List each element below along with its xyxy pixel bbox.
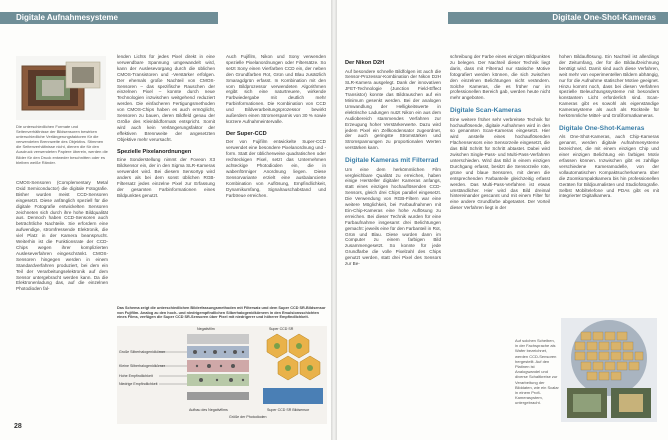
left-col3-text2: Der von Fujifilm entwickelte Super-CCD verwendet eine besondere Pixelanordnung und -form. Statt der üblicherweise quadratischen oder rechteckigen Pixel, setzt das Unternehmen achteckige Photodioden ein, die in wabenförmiger Anordnung liegen. Diese Sensorvariante erzielt eine ausbalancierte Kombination von Auflösung, Empfindlichkeit, Dynamikumfang, Signalrauschabstand und Farbtreue erreichen. — [226, 139, 326, 198]
right-col1-text2: Um eine dem herkömmlichen Film vergleichbare Qualität zu erreichen, haben einige Hersteller digitaler Kameras anfangs, statt eines einzigen hochauflösenden CCD-Sensors, gleich drei Chips parallel eingesetzt. Die Verwendung von RGB-Filtern war eine weitere Möglichkeit, bei Farbaufnahmen mit Ein-Chip-Kameras eine hohe Auflösung zu erreichen. Bei dieser Technik wurden für eine Farbaufnahme insgesamt drei Belichtungen gemacht: jeweils eine für den Farbanteil in Rot, Grün und Blau. Diese wurden dann im Computer zu einem farbigen Bild zusammengesetzt. So konnte für jede Grundfarbe die volle Pixelzahl des Chips genutzt werden, statt drei Pixel des Sensors zur Be- — [345, 166, 441, 267]
left-page-number: 28 — [14, 423, 22, 430]
right-header-title: Digitale One-Shot-Kameras — [552, 13, 656, 22]
diagram-caption: Das Schema zeigt die unterschiedlichen Bilderfassungsmethoden mit Filtersatz und dem Super CCD SR-Bildsensor von Fujifilm. Analog zu den hoch- und niedrigempfindlichen Silberhalogenidkörnern in den Emulsionsschichten eines Films, verfügen die Super CCD SR-Sensoren über Pixel mit niedrigerer und höherer Empfindlichkeit. — [117, 306, 326, 320]
left-col1-text: CMOS-Sensoren (Complementary Metal Oxid Semiconductor) die digitale Fotografie. Bisher wurden meist CCD-Sensoren eingesetzt. Diese anfänglich speziell für die digitale Fotografie entwickelten Sensoren zeichneten sich durch ihre hohe Bildqualität aus. Dennoch haben CCD-Sensoren auch beträchtliche Nachteile. Sie erfordern eine aufwendige, stromfressende Elektronik, die viel Platz in der Kamera beansprucht. Weiterhin ist die Funktionsrate der CCD-Chips wegen ihrer komplizierten Ausleseverfahren eingeschränkt. CMOS-Sensoren hingegen werden in einem Standardverfahren produziert, bei dem ein Teil der Verarbeitungselektronik auf dem Sensor untergebracht werden kann. Da die Elektronenladung das, auf die einzelnen Photodioden fal- — [16, 180, 108, 292]
left-col3-text: Auch Fujifilm, Nikon und Sony verwenden spezielle Pixelanordnungen oder Filtersätze. So setzt Sony einen Vierfarben CCD ein, der neben den Grundfarben Rot, Grün und Blau zusätzlich Smaragdgrün erfasst. In Kombination mit den vom Bildprozessor verwendeten Algorithmen ergibt sich eine naturtreuere, wirkende Farbwiedergabe mit deutlich mehr Farbinformationen. Die Kombination von CCD und Bildverarbeitungsprozessor bewirkt außerdem einen Stromersparnis von 30 % sowie kürzere Aufnahmeintervalle. — [226, 54, 326, 124]
left-header-title: Digitale Aufnahmesysteme — [16, 13, 118, 22]
left-column-1 — [16, 180, 108, 428]
diagram-label-niedrige-empfindlichkeit: Niedrige Empfindlichkeit — [119, 382, 158, 386]
right-page — [337, 0, 668, 440]
left-column-3 — [226, 54, 326, 302]
left-col2-text2: Eine Sonderstellung nimmt der Foveon X3 Bildsensor ein, der in den Sigma SLR-Kameras verwendet wird. Bei diesem Sensortyp wird anders als bei dem sonst üblichen RGB-Filtersatz jedes einzelne Pixel zur Erfassung der gesamten Farbinformationen eines Bildpunktes genutzt. — [117, 157, 215, 198]
diagram-label-super-ccd-sr: Super CCD SR — [269, 327, 294, 331]
heading-super-ccd: Der Super-CCD — [226, 130, 267, 137]
diagram-label-aufbau: Aufbau des Negativfilms — [189, 408, 228, 412]
wafer-caption: Auf solchen Scheiben, in der Fachsprache als Wafer bezeichnet, werden CCD-Sensoren hergestellt. Auf den Platinen ist Analogwandel und diverse Schaltkreise zur Verarbeitung der Bilddaten, wie ein Scalar in einem Profi-Kamerasystem, untergebracht. — [515, 338, 559, 406]
left-column-2 — [117, 54, 215, 302]
heading-nikon-d2h: Der Nikon D2H — [345, 60, 385, 66]
right-column-3 — [559, 54, 659, 312]
right-col2-text2: Eine weitere früher sehr verbreitete Technik für hochauflösende, digitale Aufnahmen wird in den so genannten Scan-Kameras eingesetzt. Hier wird anstelle eines hochauflösenden Flächensensors eine Sensorzeile eingesetzt, die das Bild Schritt für Schritt abtastet. Dabei wird zwischen Single-Pass- und Multi-Pass-Verfahren unterschieden. Wird das Bild in einem einzigen Durchgang erfasst, besitzt die Sensorzeile rote, grüne und blaue Sensoren, mit denen die entsprechenden Farbanteile gleichzeitig erfasst werden. Das Multi-Pass-Verfahren ist etwas umständlicher. Hier wird das Bild dreimal hintereinander gescannt und mit einem Filter für eine andere Grundfarbe abgetastet. Der Vorteil dieser Verfahren liegt in der — [450, 116, 550, 211]
left-col2-text: lenden Lichts für jedes Pixel direkt in eine verwendbare Spannung umgewandelt wird, kann der Auslesevorgang durch die üblichen CMOS-Transistoren und -Verstärker erfolgen. Der ehemals große Nachteil von CMOS-Sensoren – das spezifische Rauschen der einzelnen Pixel – konnte durch neue Technologien inzwischen weitgehend reduziert werden. Die einfacheren Fertigungsmethoden von CMOS-Chips haben es auch ermöglicht, Sensoren zu bauen, deren Bildfeld genau der Größe des Kleinbildformats entspricht. Somit wird auch kein Verlängerungsfaktor der effektiven Brennweite der angesetzten Objektive mehr verursacht. — [117, 54, 215, 142]
diagram-label-grosse-koerner: Große Silberhalogenidkörner — [119, 350, 166, 354]
heading-one-shot-kameras: Digitale One-Shot-Kameras — [559, 124, 645, 132]
right-column-1 — [345, 60, 441, 430]
diagram-label-negativfilm: Negativfilm — [197, 327, 215, 331]
right-col3-text: hohen Bildauflösung. Ein Nachteil ist allerdings der Zeitumfang, der für die Bildaufzeichnung benötigt wird. Damit sind auch diese Verfahren, weit mehr von experimentellen Bildern abhängig, nur für die Aufnahme statischer Motive geeignet. Hinzu kommt noch, dass bei diesen Verfahren spezielle Beleuchtungssysteme mit besonders konstantem Licht erforderlich sind. Scan-Kameras gibt es sowohl als eigenständige Kamerasysteme als auch als Rückteile für herkömmliche Mittel- und Großformatkameras. — [559, 54, 659, 119]
photo-caption: Die unterschiedlichen Formate und Seitenverhältnisse der Bildsensoren bewirken unterschiedliche Verlängerungsfaktoren für die verwendeten Brennweite des Objektivs. Stimmen die Seitenverhältnisse nicht, dienen die für den Ausdruck verwendeten Papiere überein, werden die Bilder für den Druck entweder beschnitten oder es bleiben weiße Ränder. — [16, 124, 108, 165]
diagram-label-groesse: Größe der Photodioden — [229, 415, 267, 419]
diagram-label-sensor: Super CCD SR Bildsensor — [267, 408, 310, 412]
diagram-label-hohe-empfindlichkeit: Hohe Empfindlichkeit — [119, 374, 153, 378]
right-col3-text2: Als One-Shot-Kameras, auch Chip-Kameras genannt, werden digitale Aufnahmesysteme bezeichnet, die mit einem einzigen Chip und einer einzigen Belichtung ein farbiges Motiv erfassen können. Inzwischen gibt es zahllige verschiedene Kameramodelle, von der vollautomatischen Kompaktsucherkamera über die Zoomkompaktkamera bis hin professionellen Geräten für Bildjournalisten und Studiofotografie. Selbst Mobiltelefone und PDAs gibt es mit integrierter Digitalkamera. — [559, 134, 659, 199]
diagram-label-kleine-koerner: Kleine Silberhalogenidkörner — [119, 364, 165, 368]
heading-scan-kameras: Digitale Scan-Kameras — [450, 107, 522, 115]
heading-spezielle-pixelanordnungen: Spezielle Pixelanordnungen — [117, 148, 192, 155]
heading-filterrad: Digitale Kameras mit Filterrad — [345, 157, 439, 165]
left-page — [0, 0, 331, 440]
sensor-format-photo — [16, 56, 106, 120]
wafer-photo — [561, 318, 657, 422]
super-ccd-diagram — [117, 312, 327, 424]
right-col2-text: schreibung der Farbe eines einzigen Bildpunktes zu belegen. Der Nachteil dieser Technik liegt darin, dass mit Filterrad nur statische Motive fotografiert werden können, die sich zwischen den einzelnen Belichtungen nicht verändern. Solche Kameras, die es früher nur im professionellen Bereich gab, werden heute nicht mehr angeboten. — [450, 54, 550, 101]
right-col1-text: Auf besondere schnelle Bildfolgen ist auch die Sensor-Prozessor-Kombination der Nikon D2H SLR-Kamera ausgelegt. Dank der innovativen JFET-Technologie (Junction Field-Effect Transistor) konnte das Bildrauschen auf ein Minimum gesenkt werden. Bei der analogen Umwandlung der Helligkeitswerte in elektrische Ladungen nutzt Nikon ein aus dem Audiobereich stammendes Verfahren zur Erzeugung hoher Verstärkerwerte. Dazu wird jedem Pixel ein Zellkondensator zugeordnet, der auch geringste Stromstärken und Stromspannungen zu proportionalen Werten verstärken kann. — [345, 68, 441, 151]
